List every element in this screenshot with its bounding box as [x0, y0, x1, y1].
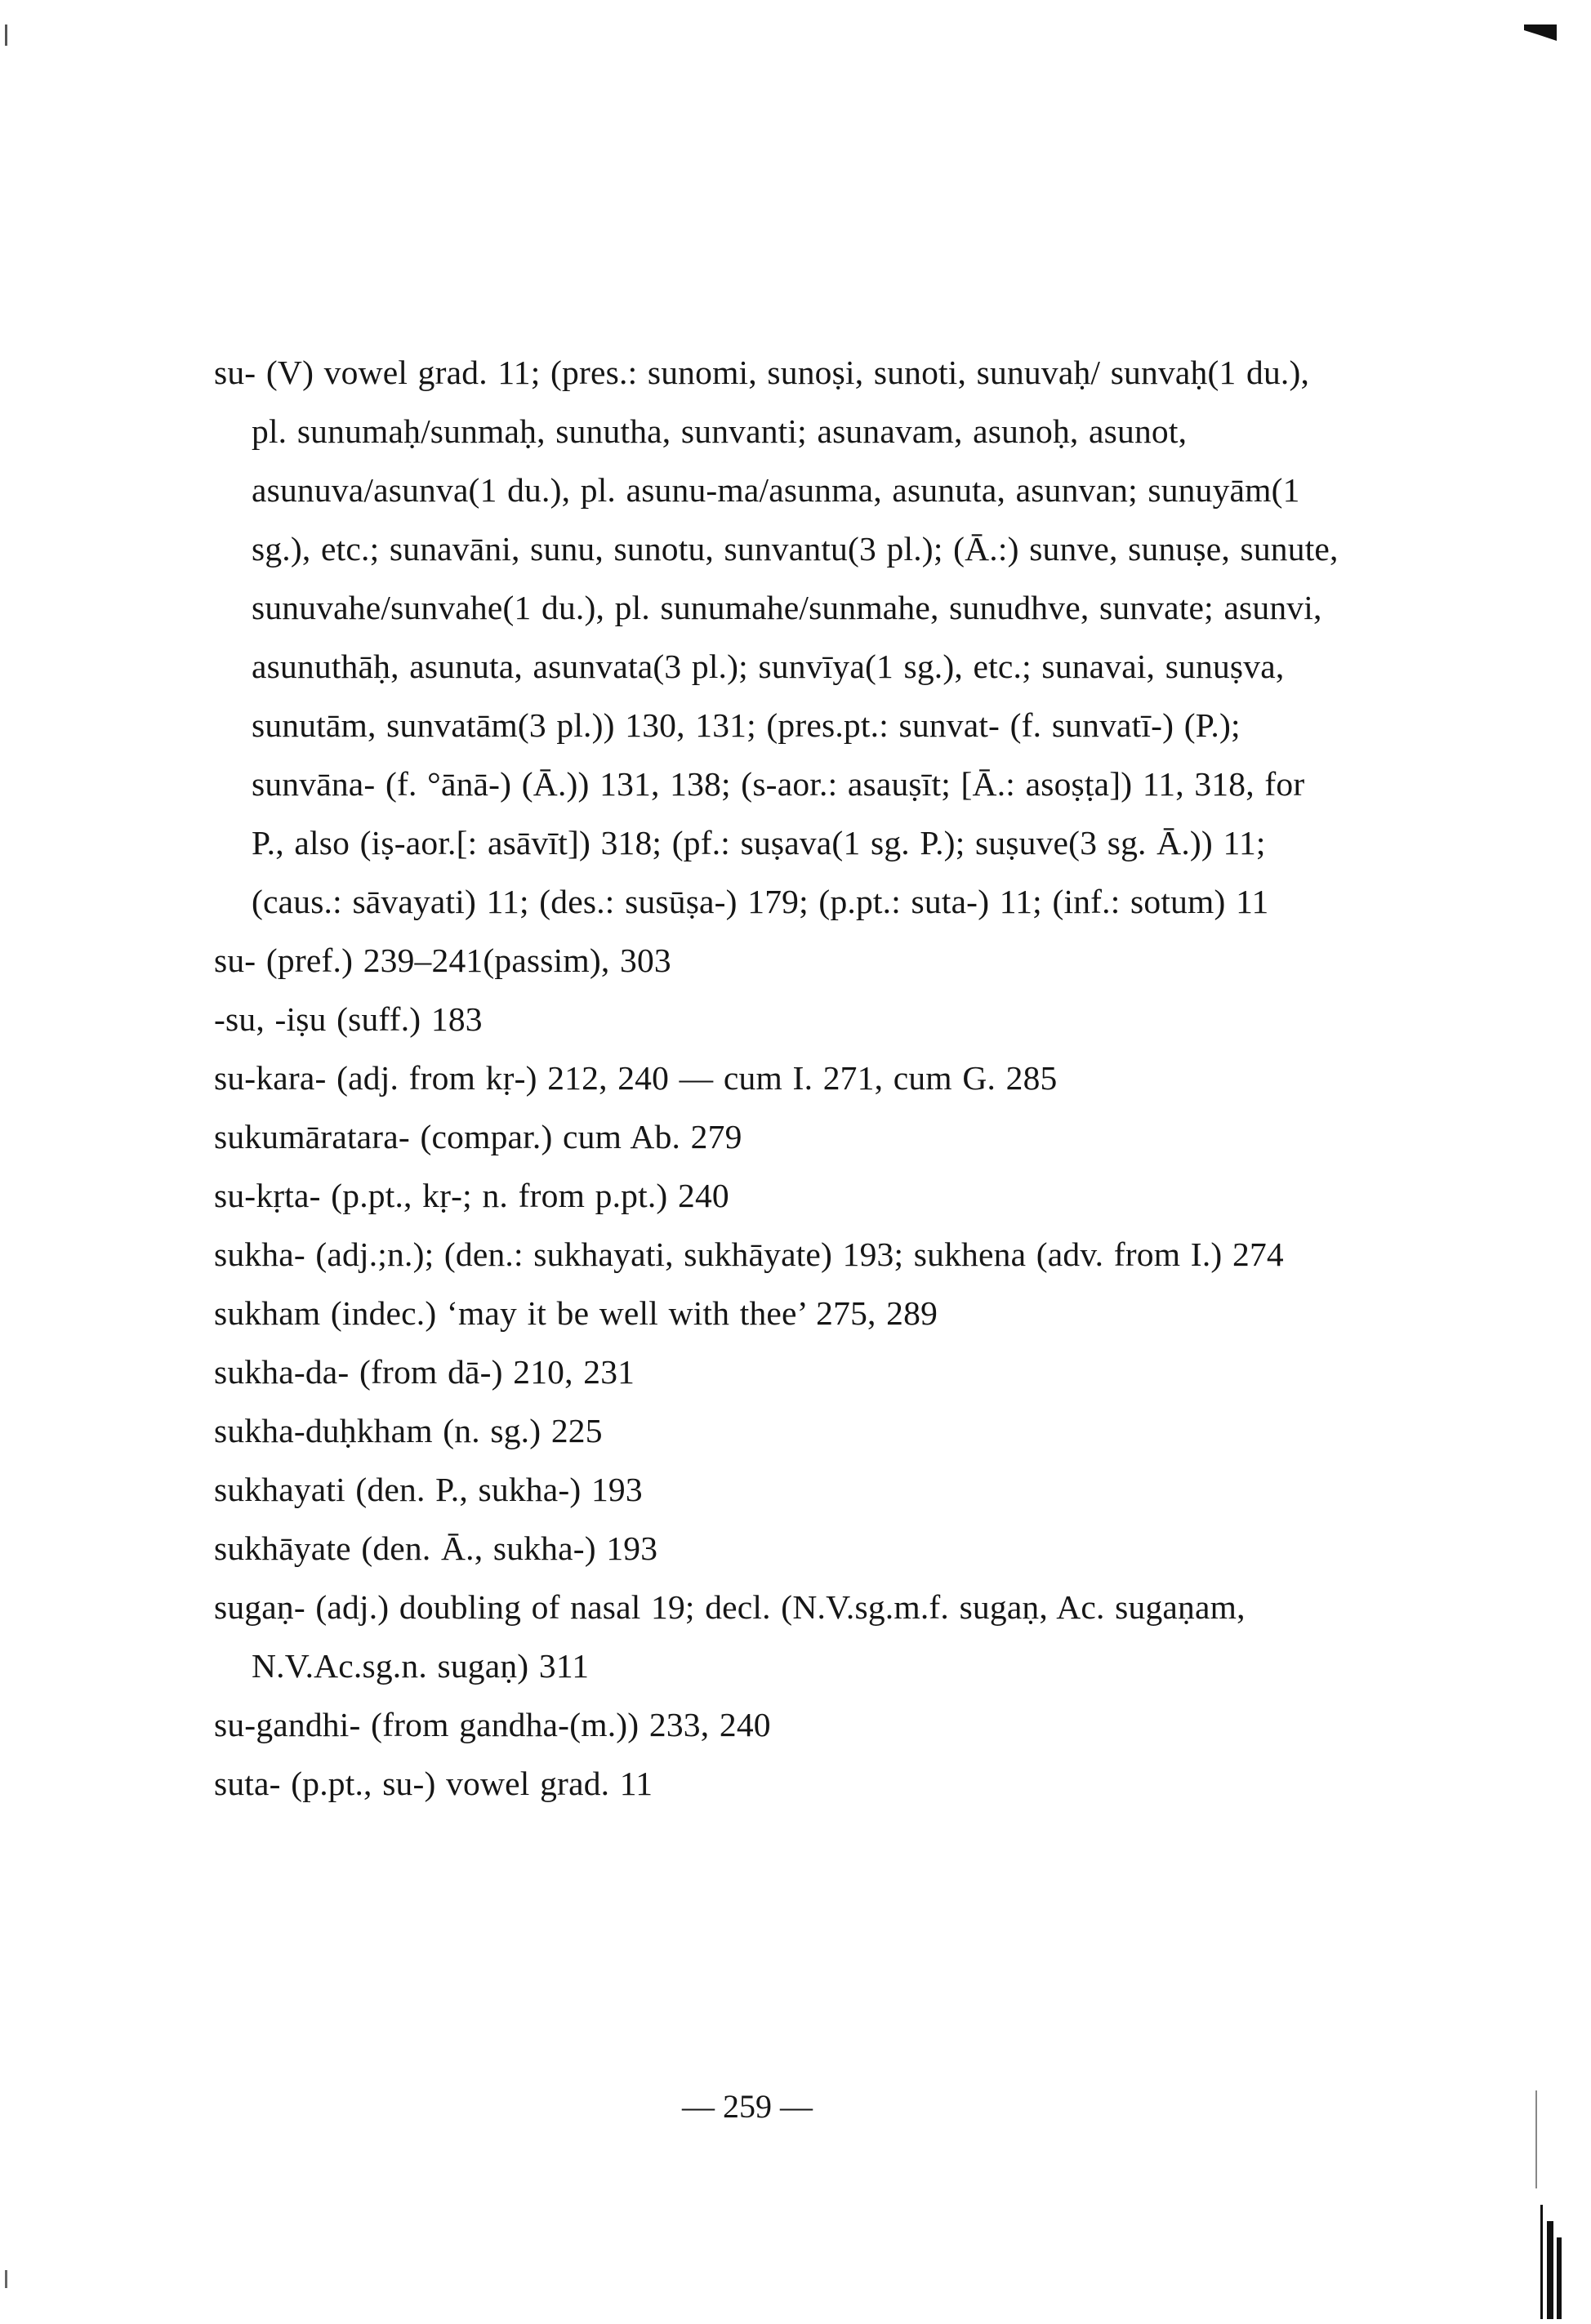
index-entries — [214, 343, 1341, 1813]
entry-sukham: sukham (indec.) ‘may it be well with thee’ 275, 289 — [214, 1294, 938, 1332]
entry-su-krta: su-kṛta- (p.pt., kṛ-; n. from p.pt.) 240 — [214, 1177, 729, 1214]
entry-su-verb: su- (V) vowel grad. 11; (pres.: sunomi, sunoṣi, sunoti, sunuvaḥ/ sunvaḥ(1 du.), pl. sunumaḥ/sunmaḥ, sunutha, sunvanti; asunavam, asunoḥ, asunot, asunuva/asunva(1 du.), pl. asunu-ma/asunma, asunuta, asunvan; sunuyām(1 sg.), etc.; sunavāni, sunu, sunotu, sunvantu(3 pl.); (Ā.:) sunve, sunuṣe, sunute, sunuvahe/sunvahe(1 du.), pl. sunumahe/sunmahe, sunudhve, sunvate; asunvi, asunuthāḥ, asunuta, asunvata(3 pl.); sunvīya(1 sg.), etc.; sunavai, sunuṣva, sunutām, sunvatām(3 pl.)) 130, 131; (pres.pt.: sunvat- (f. sunvatī-) (P.); sunvāna- (f. °ānā-) (Ā.)) 131, 138; (s-aor.: asauṣīt; [Ā.: asoṣṭa]) 11, 318, for P., also (iṣ-aor.[: asāvīt]) 318; (pf.: suṣava(1 sg. P.); suṣuve(3 sg. Ā.)) 11; (caus.: sāvayati) 11; (des.: susūṣa-) 179; (p.pt.: suta-) 11; (inf.: sotum) 11 — [214, 354, 1339, 920]
entry-sukha-da: sukha-da- (from dā-) 210, 231 — [214, 1353, 635, 1391]
scan-artifact-bottom-right — [1539, 2205, 1563, 2319]
entry-su-kara: su-kara- (adj. from kṛ-) 212, 240 — cum I. 271, cum G. 285 — [214, 1059, 1058, 1097]
entry-sukumaratara: sukumāratara- (compar.) cum Ab. 279 — [214, 1118, 742, 1155]
page-number: — 259 — — [682, 2088, 813, 2125]
entry-suta: suta- (p.pt., su-) vowel grad. 11 — [214, 1765, 653, 1802]
scan-artifact-right-edge — [1535, 2090, 1537, 2188]
scan-artifact-bottom-left — [5, 2270, 7, 2288]
scan-artifact-top-right — [1524, 24, 1557, 41]
entry-su-pref: su- (pref.) 239–241(passim), 303 — [214, 942, 671, 979]
entry-sukha: sukha- (adj.;n.); (den.: sukhayati, sukhāyate) 193; sukhena (adv. from I.) 274 — [214, 1235, 1284, 1273]
entry-sugan: sugaṇ- (adj.) doubling of nasal 19; decl. (N.V.sg.m.f. sugaṇ, Ac. sugaṇam, N.V.Ac.sg.n. sugaṇ) 311 — [214, 1588, 1246, 1685]
entry-su-gandhi: su-gandhi- (from gandha-(m.)) 233, 240 — [214, 1706, 771, 1743]
entry-sukhayati: sukhayati (den. P., sukha-) 193 — [214, 1471, 643, 1508]
scan-artifact-top-left — [5, 24, 7, 46]
entry-sukhayate: sukhāyate (den. Ā., sukha-) 193 — [214, 1529, 658, 1567]
entry-su-suff: -su, -iṣu (suff.) 183 — [214, 1000, 483, 1038]
entry-sukha-duhkham: sukha-duḥkham (n. sg.) 225 — [214, 1412, 603, 1449]
